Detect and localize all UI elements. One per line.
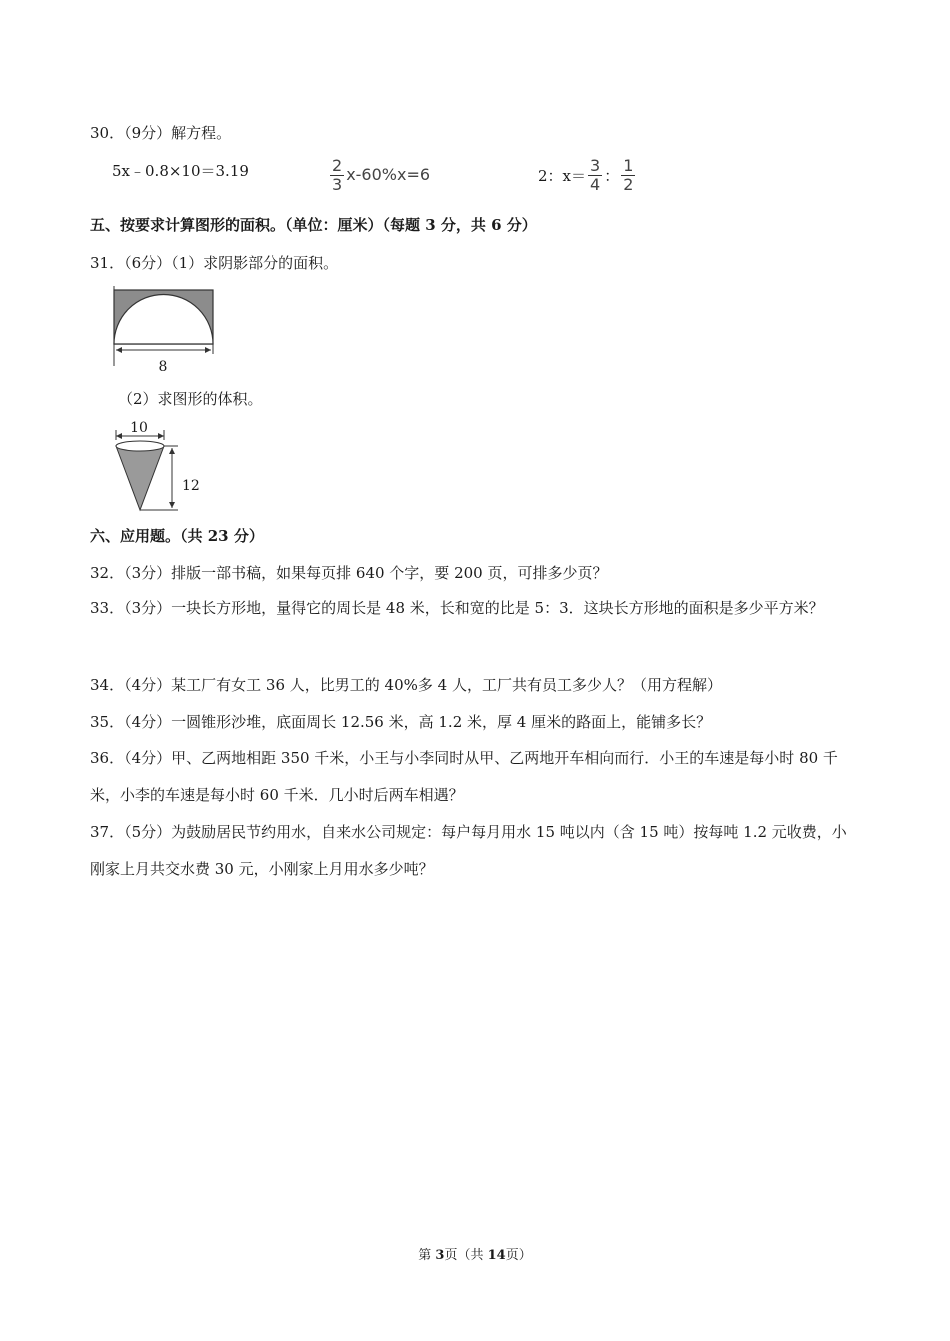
width-label: 8	[158, 359, 168, 375]
section-5-title-end: 分）	[501, 216, 537, 234]
semicircle-rectangle-figure	[108, 284, 220, 376]
fraction-numerator: 2	[332, 156, 343, 175]
arrow-down-icon	[169, 502, 175, 508]
question-37: 37．（5分）为鼓励居民节约用水，自来水公司规定：每户每月用水 15 吨以内（含 15 吨）按每吨 1.2 元收费，小刚家上月共交水费 30 元，小刚家上月用水多少吨？	[90, 823, 847, 878]
cone-body	[116, 446, 164, 510]
fraction-denominator: 3	[332, 175, 343, 194]
section-6-title-end: 分）	[228, 527, 264, 545]
cone-height-label: 12	[182, 478, 200, 494]
section-6-score-total: 23	[207, 527, 229, 545]
arrow-right-icon	[205, 347, 211, 353]
equation-3-prefix: 2：x＝	[538, 167, 587, 185]
arrow-left-icon	[116, 433, 122, 439]
cone-figure	[108, 418, 198, 514]
question-31-title: 31．（6分）（1）求阴影部分的面积。	[90, 254, 339, 272]
cone-diameter-label: 10	[130, 420, 148, 436]
fraction-numerator: 1	[623, 156, 634, 175]
section-5-score-each: 3	[425, 216, 436, 234]
equation-3	[538, 158, 637, 193]
fraction-numerator: 3	[590, 156, 601, 175]
question-33: 33．（3分）一块长方形地，量得它的周长是 48 米，长和宽的比是 5：3．这块长方形地的面积是多少平方米？	[90, 599, 824, 617]
cone-base	[116, 441, 164, 451]
arrow-up-icon	[169, 448, 175, 454]
arrow-left-icon	[116, 347, 122, 353]
equation-2	[328, 158, 430, 193]
question-36: 36．（4分）甲、乙两地相距 350 千米，小王与小李同时从甲、乙两地开车相向而行．小王的车速是每小时 80 千米，小李的车速是每小时 60 千米．几小时后两车相遇？	[90, 749, 838, 804]
question-34: 34．（4分）某工厂有女工 36 人，比男工的 40%多 4 人，工厂共有员工多少人？（用方程解）	[90, 676, 722, 694]
equation-3-fraction-2	[621, 158, 635, 193]
equation-2-rest: x-60%x=6	[346, 165, 431, 184]
footer-mid: 页（共	[444, 1248, 488, 1263]
section-5-heading	[90, 214, 537, 235]
page-footer	[0, 1244, 950, 1263]
total-page-count: 14	[487, 1248, 506, 1263]
fraction-denominator: 4	[590, 175, 601, 194]
section-5-title-mid: 分，共	[435, 216, 492, 234]
equation-1: 5x﹣0.8×10＝3.19	[112, 162, 249, 180]
section-5-title-start: 五、按要求计算图形的面积。（单位：厘米）（每题	[90, 216, 426, 234]
section-6-title-start: 六、应用题。（共	[90, 527, 208, 545]
question-35: 35．（4分）一圆锥形沙堆，底面周长 12.56 米，高 1.2 米，厚 4 厘米的路面上，能铺多长？	[90, 713, 712, 731]
question-30-title: 30．（9分）解方程。	[90, 124, 232, 142]
current-page-number: 3	[435, 1248, 445, 1263]
question-32: 32．（3分）排版一部书稿，如果每页排 640 个字，要 200 页，可排多少页？	[90, 564, 608, 582]
question-31-part-2: （2）求图形的体积。	[118, 390, 263, 408]
fraction-denominator: 2	[623, 175, 634, 194]
footer-prefix: 第	[418, 1248, 436, 1263]
arrow-right-icon	[158, 433, 164, 439]
ratio-separator: ：	[604, 167, 620, 185]
section-5-score-total: 6	[491, 216, 502, 234]
section-6-heading	[90, 525, 264, 546]
footer-suffix: 页）	[505, 1248, 532, 1263]
equation-3-fraction-1	[588, 158, 602, 193]
equation-2-fraction	[330, 158, 344, 193]
